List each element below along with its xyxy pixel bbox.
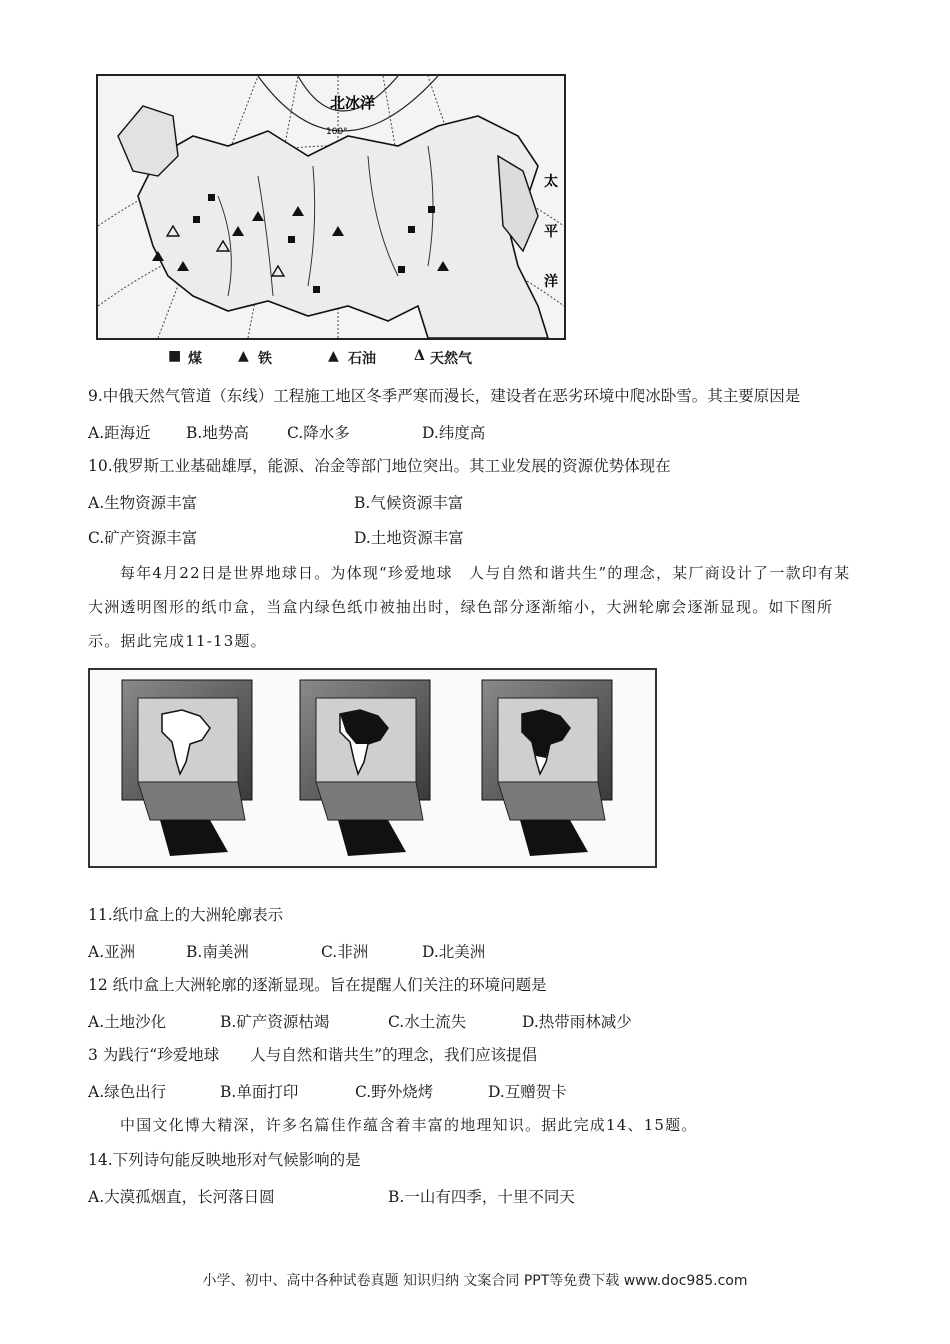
q12-option-a: A.土地沙化 (88, 1013, 167, 1031)
page-footer: 小学、初中、高中各种试卷真题 知识归纳 文案合同 PPT等免费下载 www.doc985.com (202, 1273, 748, 1289)
q9-option-b: B.地势高 (186, 424, 249, 442)
question-11-stem: 11.纸巾盒上的大洲轮廓表示 (88, 906, 284, 924)
q14-option-b: B.一山有四季，十里不同天 (388, 1188, 575, 1206)
legend-oil-symbol: ▲ (328, 348, 339, 364)
intro-paragraph: 每年4月22日是世界地球日。为体现“珍爱地球 人与自然和谐共生”的理念，某厂商设计了一款印有某大洲透明图形的纸巾盒，当盒内绿色纸巾被抽出时，绿色部分逐渐缩小，大洲轮廓会逐渐显现。如下图所示。据此完成11-13题。 (88, 564, 851, 650)
question-14-stem: 14.下列诗句能反映地形对气候影响的是 (88, 1151, 361, 1169)
legend-iron-label: 铁 (258, 351, 272, 367)
legend-coal-symbol: ■ (168, 348, 182, 364)
q11-option-a: A.亚洲 (88, 943, 136, 961)
q11-option-d: D.北美洲 (422, 943, 486, 961)
q9-option-a: A.距海近 (88, 424, 151, 442)
q13-option-b: B.单面打印 (220, 1083, 299, 1101)
pacific-label-1: 太 (544, 174, 558, 190)
q11-option-b: B.南美洲 (186, 943, 249, 961)
question-13-stem: 3 为践行“珍爱地球 人与自然和谐共生”的理念，我们应该提倡 (88, 1046, 538, 1064)
q10-option-a: A.生物资源丰富 (88, 494, 198, 512)
q14-option-a: A.大漠孤烟直，长河落日圆 (88, 1188, 275, 1206)
q11-option-c: C.非洲 (321, 943, 369, 961)
q12-option-d: D.热带雨林减少 (522, 1013, 632, 1031)
question-9-stem: 9.中俄天然气管道（东线）工程施工地区冬季严寒而漫长，建设者在恶劣环境中爬冰卧雪。其主要原因是 (88, 387, 801, 405)
intro-paragraph-2: 中国文化博大精深，许多名篇佳作蕴含着丰富的地理知识。据此完成14、15题。 (120, 1116, 698, 1134)
pacific-label-2: 平 (544, 224, 558, 240)
q13-option-c: C.野外烧烤 (355, 1083, 434, 1101)
q13-option-a: A.绿色出行 (88, 1083, 167, 1101)
russia-resource-map (96, 74, 566, 340)
q9-option-d: D.纬度高 (422, 424, 486, 442)
tissue-box-1 (122, 680, 252, 856)
q9-option-c: C.降水多 (287, 424, 350, 442)
q10-option-b: B.气候资源丰富 (354, 494, 464, 512)
legend-oil-label: 石油 (348, 351, 376, 367)
legend-iron-symbol: ▲ (238, 348, 249, 364)
tissue-box-graphic (90, 670, 655, 866)
q12-option-c: C.水土流失 (388, 1013, 467, 1031)
arctic-ocean-label: 北冰洋 (330, 94, 376, 112)
tissue-box-photo (88, 668, 657, 868)
q12-option-b: B.矿产资源枯竭 (220, 1013, 330, 1031)
q10-option-c: C.矿产资源丰富 (88, 529, 198, 547)
map-graphic (98, 76, 564, 338)
tissue-box-2 (300, 680, 430, 856)
meridian-label: 100° (326, 127, 348, 137)
question-10-stem: 10.俄罗斯工业基础雄厚，能源、冶金等部门地位突出。其工业发展的资源优势体现在 (88, 457, 671, 475)
question-12-stem: 12 纸巾盒上大洲轮廓的逐渐显现。旨在提醒人们关注的环境问题是 (88, 976, 547, 994)
pacific-label-3: 洋 (544, 274, 558, 290)
legend-coal-label: 煤 (188, 351, 202, 367)
q10-option-d: D.土地资源丰富 (354, 529, 464, 547)
tissue-box-3 (482, 680, 612, 856)
legend-gas-symbol: Δ (414, 348, 425, 364)
q13-option-d: D.互赠贺卡 (488, 1083, 567, 1101)
legend-gas-label: 天然气 (430, 351, 472, 367)
